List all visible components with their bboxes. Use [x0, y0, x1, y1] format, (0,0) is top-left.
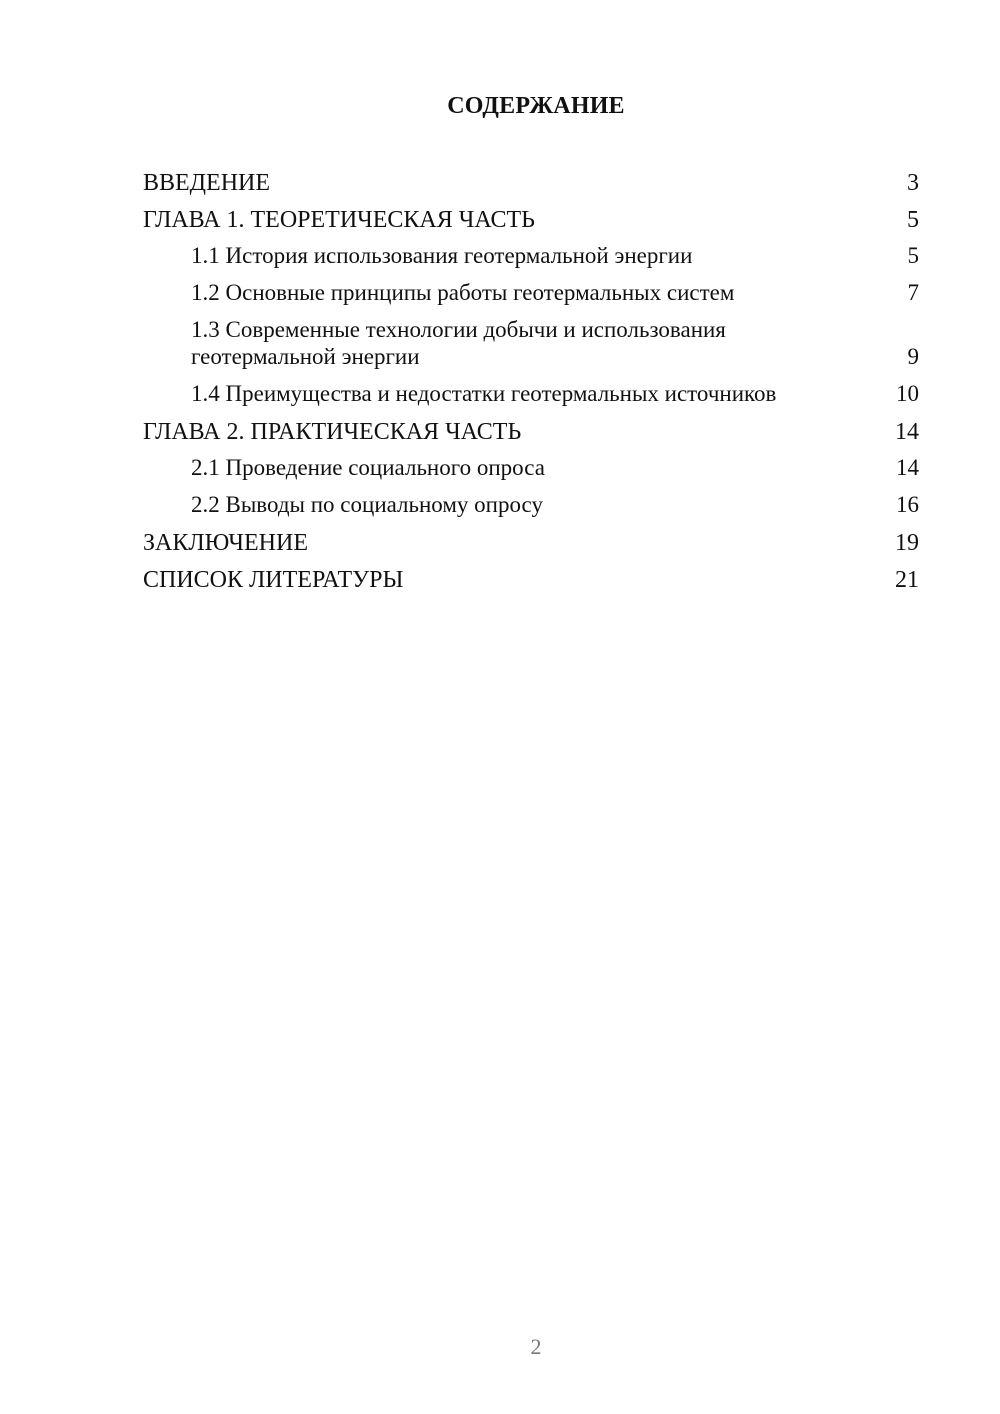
toc-entry-section-2-1[interactable]: [143, 454, 919, 481]
toc-entry-page: 9: [907, 344, 919, 369]
toc-entry-label: 1.2 Основные принципы работы геотермальных систем: [191, 280, 735, 305]
toc-entry-page: 7: [907, 280, 919, 305]
toc-entry-label: ГЛАВА 1. ТЕОРЕТИЧЕСКАЯ ЧАСТЬ: [143, 207, 535, 233]
toc-entry-section-1-3[interactable]: [143, 316, 919, 370]
toc-entry-section-1-2[interactable]: [143, 279, 919, 306]
table-of-contents: [143, 168, 919, 602]
toc-entry-chapter-2[interactable]: [143, 417, 919, 447]
toc-entry-label: 2.1 Проведение социального опроса: [191, 455, 545, 480]
toc-entry-page: 21: [895, 567, 919, 593]
toc-entry-label: ВВЕДЕНИЕ: [143, 170, 271, 196]
toc-entry-page: 19: [895, 530, 919, 556]
toc-entry-page: 10: [896, 381, 919, 406]
toc-entry-section-1-4[interactable]: [143, 380, 919, 407]
toc-entry-page: 3: [907, 170, 919, 196]
toc-entry-section-1-1[interactable]: [143, 242, 919, 269]
toc-entry-chapter-1[interactable]: [143, 205, 919, 235]
toc-entry-page: 5: [907, 207, 919, 233]
page-number: 2: [530, 1334, 542, 1359]
toc-entry-label: 2.2 Выводы по социальному опросу: [191, 492, 543, 517]
toc-entry-introduction[interactable]: [143, 168, 919, 198]
toc-entry-references[interactable]: [143, 565, 919, 595]
toc-title: СОДЕРЖАНИЕ: [447, 93, 625, 119]
toc-entry-label: СПИСОК ЛИТЕРАТУРЫ: [143, 567, 404, 593]
toc-entry-conclusion[interactable]: [143, 528, 919, 558]
toc-entry-page: 5: [907, 243, 919, 268]
toc-entry-page: 14: [895, 419, 919, 445]
toc-entry-label: 1.3 Современные технологии добычи и использования геотермальной энергии: [191, 317, 726, 369]
toc-entry-label: 1.1 История использования геотермальной энергии: [191, 243, 693, 268]
toc-entry-page: 14: [896, 455, 919, 480]
toc-entry-section-2-2[interactable]: [143, 491, 919, 518]
toc-entry-page: 16: [896, 492, 919, 517]
toc-entry-label: 1.4 Преимущества и недостатки геотермальных источников: [191, 381, 777, 406]
toc-entry-label: ЗАКЛЮЧЕНИЕ: [143, 530, 308, 556]
toc-entry-label: ГЛАВА 2. ПРАКТИЧЕСКАЯ ЧАСТЬ: [143, 419, 522, 445]
